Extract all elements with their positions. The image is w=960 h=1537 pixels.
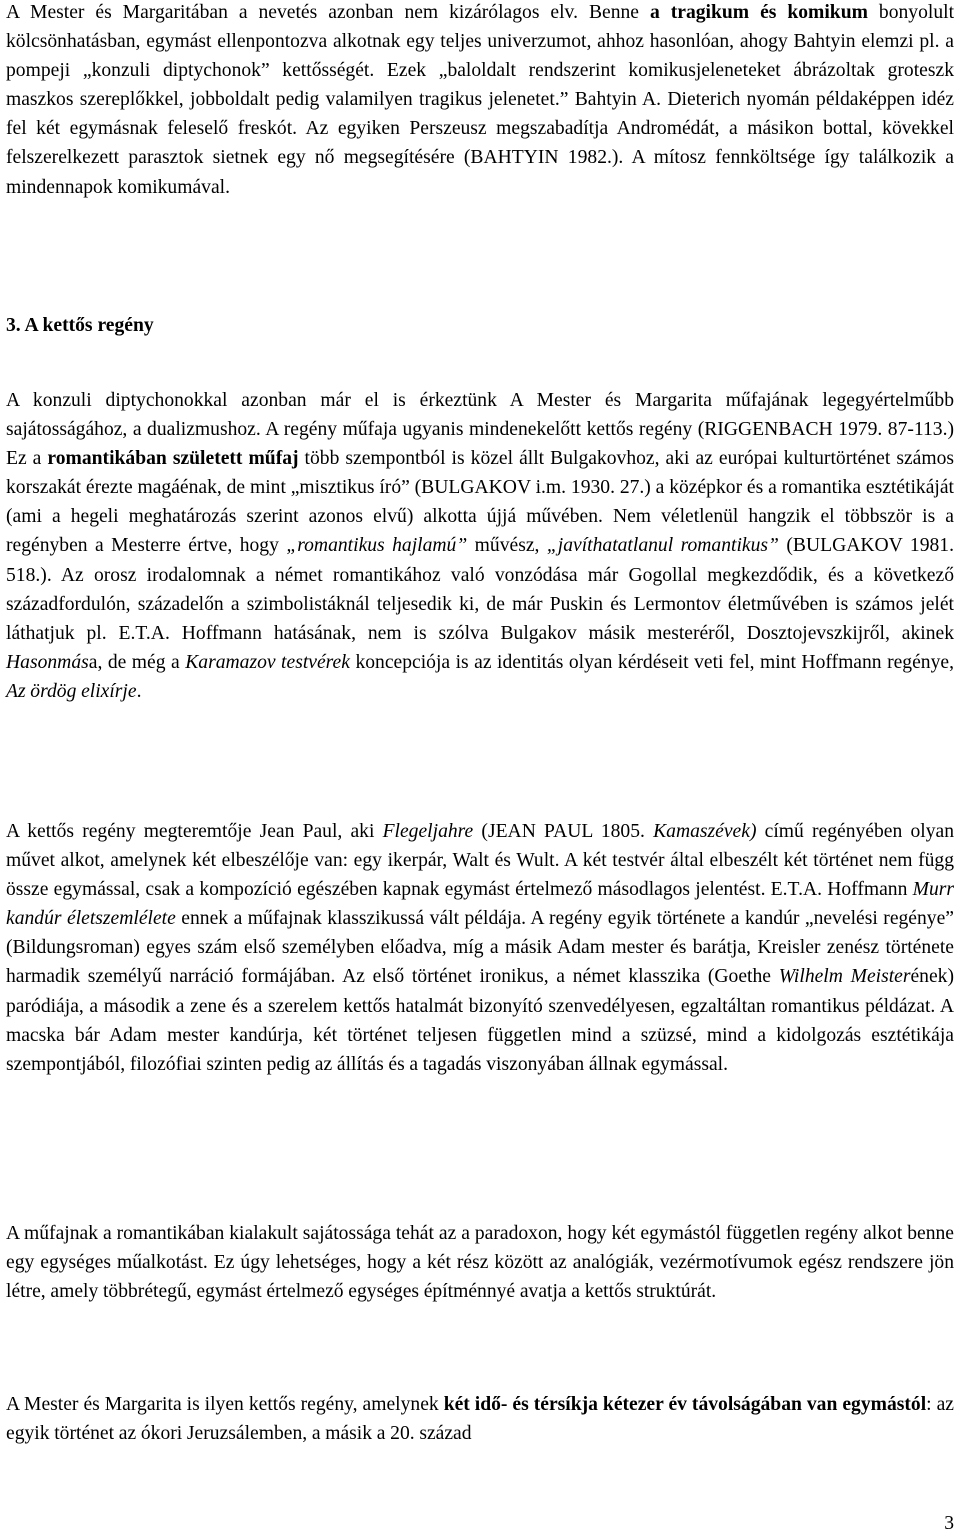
bold-text-run: két idő- és térsíkja kétezer év távolságában van egymástól	[443, 1394, 927, 1415]
text-run: több szempontból is közel állt Bulgakovhoz, aki az európai kulturtörténet számos korszakát érezte magáénak, de mint „misztikus író” (BULGAKOV i.m. 1930. 27.) a középkor és a romantika esztétikáját (ami a hegeli meghatározás szerint azonos elvű) alkotta újjá művében. Nem véletlenül hangzik el többször is a regényben a Mesterre értve, hogy	[6, 448, 954, 557]
text-run: (BULGAKOV 1981. 518.). Az orosz irodalomnak a német romantikához való vonzódása már Gogollal megkezdődik, és a következő századfordulón, századelőn a szimbolistáknál teljesedik ki, de már Puskin és Lermontov életművében is számos jelét láthatjuk pl. E.T.A. Hoffmann hatásának, nem is szólva Bulgakov másik mesteréről, Dosztojevszkijről, akinek	[6, 535, 954, 644]
italic-text-run: Flegeljahre	[382, 821, 474, 842]
bold-text-run: a tragikum és komikum	[649, 2, 868, 23]
document-page	[6, 0, 954, 1537]
text-run: A konzuli diptychonokkal azonban már el is érkeztünk A Mester és Margarita műfajának legegyértelműbb sajátosságához, a dualizmushoz. A regény műfaja ugyanis mindenekelőtt kettős regény (RIGGENBACH 1979. 87-113.) Ez a	[6, 390, 954, 470]
italic-text-run: Karamazov testvérek	[185, 651, 350, 673]
section-heading: 3. A kettős regény	[6, 315, 154, 336]
italic-text-run: Wilhelm Meister	[778, 966, 911, 988]
text-run: bonyolult kölcsönhatásban, egymást ellenpontozva alkotnak egy teljes univerzumot, ahhoz hasonlóan, ahogy Bahtyin elemzi pl. a pompeji „konzuli diptychonok” kettősségét. Ezek „baloldalt rendszerint komikusjeleneteket ábrázoltak groteszk maszkos szereplőkkel, jobboldalt pedig valamilyen tragikus jelenetet.” Bahtyin A. Dieterich nyomán példaképpen idéz fel két egymásnak feleselő freskót. Az egyiken Perszeusz megszabadítja Andromédát, a másikon bottal, kövekkel felszerelkezett parasztok sietnek egy nő megsegítésére (BAHTYIN 1982.). A mítosz fennköltsége így találkozik a mindennapok komikumával.	[6, 2, 955, 198]
italic-text-run: Az ördög elixírje	[6, 680, 137, 702]
paragraph-romantic-paradox	[6, 1219, 954, 1306]
paragraph-bakhtin-diptych	[6, 0, 954, 202]
text-run: ennek a műfajnak klasszikussá vált példája. A regény egyik története a kandúr „nevelési regénye” (Bildungsroman) egyes szám első személyben előadva, míg a másik Adam mester és barátja, Kreisler zenész története harmadik személyű narráció formájában. Az első történet ironikus, a német klasszika (Goethe	[6, 908, 954, 988]
text-run: (JEAN PAUL 1805.	[473, 821, 654, 842]
paragraph-double-novel-genre	[6, 386, 954, 706]
text-run: ének) paródiája, a második a zene és a szerelem kettős hatalmát bizonyító szenvedélyesen, egzaltáltan romantikus példázat. A macska bár Adam mester kandúrja, két történet teljesen független mind a szüzsé, mind a kidolgozás esztétikája szempontjából, filozófiai szinten pedig az állítás és a tagadás viszonyában állnak egymással.	[6, 966, 954, 1075]
text-run: koncepciója is az identitás olyan kérdéseit veti fel, mint Hoffmann regénye,	[349, 651, 954, 673]
italic-text-run: „romantikus hajlamú”	[286, 535, 468, 557]
text-run: : az egyik történet az ókori Jeruzsálemben, a másik a 20. század	[6, 1394, 954, 1445]
text-run: A műfajnak a romantikában kialakult sajátossága tehát az a paradoxon, hogy két egymástól független regény alkot benne egy egységes műalkotást. Ez úgy lehetséges, hogy a két rész között az analógiák, vezérmotívumok egész rendszere jön létre, amely többrétegű, egymást értelmező egységes építménnyé avatja a kettős struktúrát.	[6, 1223, 954, 1303]
paragraph-master-margarita-planes	[6, 1390, 954, 1448]
italic-text-run: Murr kandúr életszemlélete	[6, 879, 954, 930]
italic-text-run: „javíthatatlanul romantikus”	[546, 535, 779, 557]
page-number: 3	[944, 1513, 954, 1534]
paragraph-jean-paul-hoffmann	[6, 817, 954, 1079]
text-run: című regényében olyan művet alkot, amelynek két elbeszélője van: egy ikerpár, Walt és Wult. A két testvér által elbeszélt két történet nem függ össze egymással, csak a kompozíció egészében kapnak egymást értelmező másodlagos jelentést. E.T.A. Hoffmann	[6, 821, 954, 901]
text-run: A Mester és Margaritában a nevetés azonban nem kizárólagos elv. Benne	[6, 2, 650, 23]
italic-text-run: Hasonmás	[6, 651, 89, 673]
text-run: a, de még a	[88, 651, 186, 673]
italic-text-run: Kamaszévek)	[653, 821, 757, 842]
text-run: művész,	[467, 535, 547, 557]
text-run: A Mester és Margarita is ilyen kettős regény, amelynek	[6, 1394, 444, 1415]
text-run: A kettős regény megteremtője Jean Paul, aki	[6, 821, 383, 842]
bold-text-run: romantikában született műfaj	[47, 448, 299, 470]
text-run: .	[136, 680, 142, 702]
